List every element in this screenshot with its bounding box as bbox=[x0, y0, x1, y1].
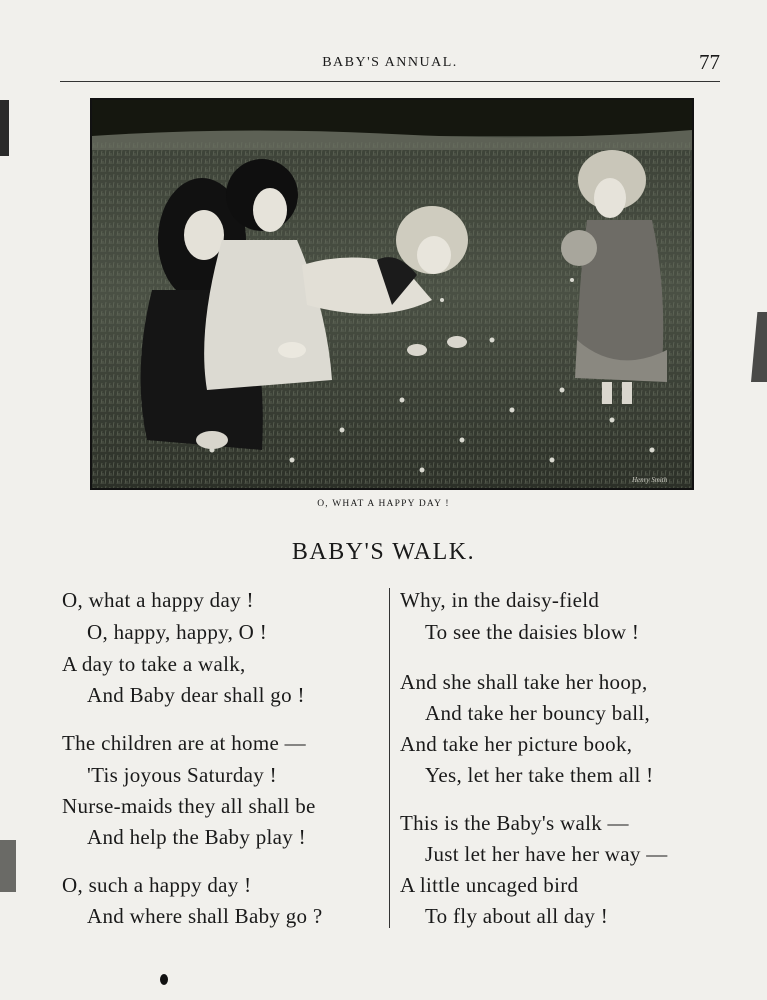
poem-line: O, such a happy day ! bbox=[62, 873, 252, 897]
header-rule bbox=[60, 81, 720, 82]
children-in-meadow-picture bbox=[92, 100, 692, 488]
page-edge-shadow bbox=[0, 100, 9, 156]
poem-line: And she shall take her hoop, bbox=[400, 670, 648, 694]
poem-line: To fly about all day ! bbox=[425, 904, 608, 928]
poem-line: Nurse-maids they all shall be bbox=[62, 794, 316, 818]
poem-line: And take her picture book, bbox=[400, 732, 633, 756]
poem-line: O, happy, happy, O ! bbox=[87, 620, 267, 644]
engraving-illustration bbox=[90, 98, 694, 490]
column-divider bbox=[389, 588, 390, 928]
running-head: BABY'S ANNUAL. bbox=[322, 55, 458, 70]
page-number: 77 bbox=[699, 50, 720, 74]
poem-line: A day to take a walk, bbox=[62, 652, 246, 676]
poem-line: 'Tis joyous Saturday ! bbox=[87, 763, 277, 787]
poem-line: And where shall Baby go ? bbox=[87, 904, 323, 928]
illustration-caption: O, WHAT A HAPPY DAY ! bbox=[317, 499, 450, 509]
poem-line: A little uncaged bird bbox=[400, 873, 579, 897]
poem-line: And help the Baby play ! bbox=[87, 825, 306, 849]
poem-line: And take her bouncy ball, bbox=[425, 701, 651, 725]
poem-line: Just let her have her way — bbox=[425, 842, 668, 866]
poem-line: The children are at home — bbox=[62, 731, 306, 755]
page-edge-shadow bbox=[751, 312, 767, 382]
page-edge-shadow bbox=[0, 840, 16, 892]
poem-line: To see the daisies blow ! bbox=[425, 620, 640, 644]
poem-line: O, what a happy day ! bbox=[62, 588, 254, 612]
page-header bbox=[60, 52, 720, 82]
poem-line: This is the Baby's walk — bbox=[400, 811, 629, 835]
poem-line: Why, in the daisy-field bbox=[400, 588, 600, 612]
poem-line: And Baby dear shall go ! bbox=[87, 683, 305, 707]
artist-signature: Henry Smith bbox=[632, 476, 668, 484]
ink-spot bbox=[160, 974, 168, 985]
poem-title: BABY'S WALK. bbox=[291, 539, 476, 565]
poem-line: Yes, let her take them all ! bbox=[425, 763, 654, 787]
